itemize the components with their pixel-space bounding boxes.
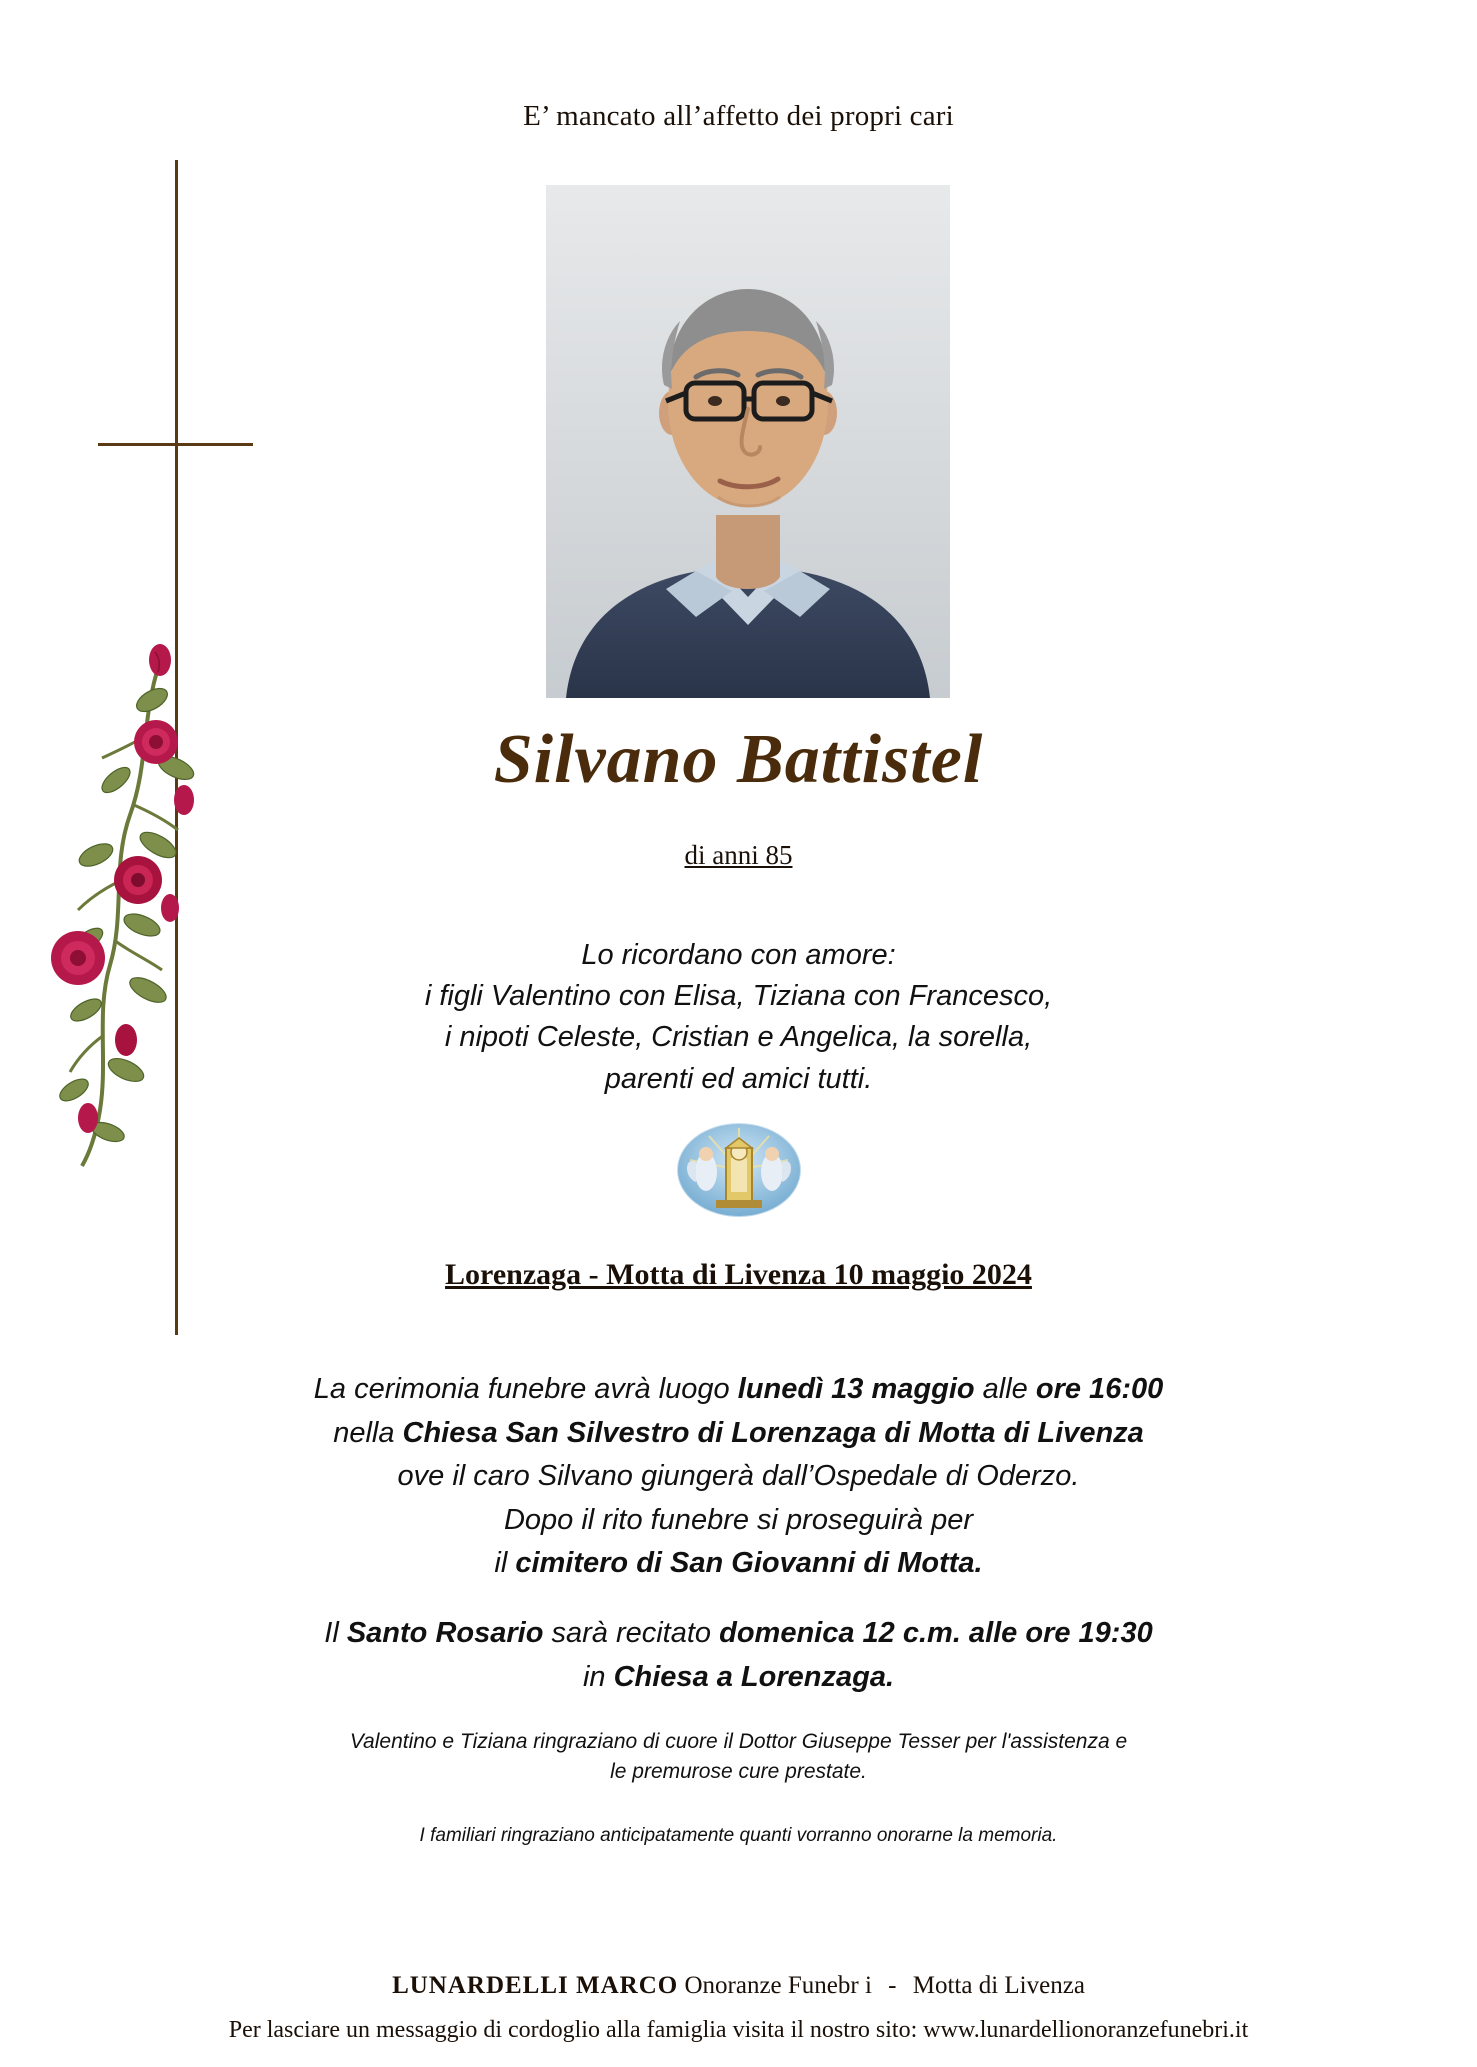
- ceremony-line-2a: nella: [333, 1416, 403, 1449]
- rosary-line-2a: in: [582, 1660, 614, 1693]
- deceased-name: Silvano Battistel: [493, 721, 984, 798]
- rosary-line-1: [0, 1612, 1477, 1656]
- mourners-block: [0, 935, 1477, 1100]
- madonna-emblem-icon: [676, 1122, 802, 1218]
- mourners-line-1: Lo ricordano con amore:: [581, 939, 896, 971]
- intro-text: E’ mancato all’affetto dei propri cari: [523, 100, 954, 132]
- ceremony-day: lunedì 13 maggio: [737, 1373, 975, 1405]
- thanks-doctor-line-2: le premurose cure prestate.: [610, 1760, 867, 1784]
- place-date-text: Lorenzaga - Motta di Livenza 10 maggio 2024: [445, 1258, 1032, 1291]
- rosary-line-2: [0, 1656, 1477, 1700]
- ceremony-block: [0, 1368, 1477, 1586]
- rosary-line-1c: sarà recitato: [543, 1617, 720, 1649]
- footer-separator: -: [888, 1972, 897, 1999]
- ceremony-line-1a: La cerimonia funebre avrà luogo: [313, 1373, 738, 1405]
- cross-crossbar-icon: [98, 443, 253, 446]
- agency-city: Motta di Livenza: [912, 1972, 1085, 1999]
- mourners-line-2: i figli Valentino con Elisa, Tiziana con Francesco,: [424, 980, 1053, 1013]
- agency-role: Onoranze Funebr i: [684, 1972, 872, 1999]
- ceremony-cemetery: cimitero di San Giovanni di Motta.: [515, 1547, 983, 1579]
- mourners-line-3: i nipoti Celeste, Cristian e Angelica, la sorella,: [444, 1021, 1033, 1054]
- ceremony-line-4: Dopo il rito funebre si proseguirà per: [503, 1503, 974, 1536]
- footer-note: [0, 2017, 1477, 2044]
- mourners-line-4: parenti ed amici tutti.: [604, 1062, 873, 1095]
- footer-note-prefix: Per lasciare un messaggio di cordoglio alla famiglia visita il nostro sito:: [228, 2017, 924, 2043]
- place-date: [0, 1258, 1477, 1292]
- rosary-line-1a: Il: [324, 1617, 347, 1649]
- agency-name: LUNARDELLI MARCO: [392, 1972, 679, 1999]
- rosary-block: [0, 1612, 1477, 1699]
- rosary-title: Santo Rosario: [346, 1617, 544, 1649]
- ceremony-line-5: [0, 1542, 1477, 1586]
- deceased-age: [0, 840, 1477, 871]
- ceremony-line-2: [0, 1412, 1477, 1456]
- thanks-doctor-block: [0, 1727, 1477, 1788]
- rosary-location: Chiesa a Lorenzaga.: [613, 1660, 895, 1693]
- ceremony-line-1: [0, 1368, 1477, 1412]
- thanks-family-text: I familiari ringraziano anticipatamente quanti vorranno onorarne la memoria.: [419, 1825, 1058, 1846]
- rosary-datetime: domenica 12 c.m. alle ore 19:30: [719, 1617, 1153, 1649]
- portrait-photo: [546, 185, 950, 698]
- deceased-age-text: di anni 85: [684, 840, 793, 870]
- ceremony-church: Chiesa San Silvestro di Lorenzaga di Motta di Livenza: [402, 1416, 1144, 1449]
- ceremony-line-3: ove il caro Silvano giungerà dall’Ospedale di Oderzo.: [397, 1460, 1080, 1492]
- ceremony-line-5a: il: [494, 1547, 516, 1579]
- ceremony-line-1c: alle: [974, 1373, 1036, 1405]
- agency-website-link[interactable]: www.lunardellionoranzefunebri.it: [923, 2017, 1249, 2043]
- thanks-doctor-line-1: Valentino e Tiziana ringraziano di cuore il Dottor Giuseppe Tesser per l'assistenza e: [349, 1730, 1128, 1753]
- footer-agency: [0, 1972, 1477, 2000]
- ceremony-time: ore 16:00: [1035, 1373, 1164, 1405]
